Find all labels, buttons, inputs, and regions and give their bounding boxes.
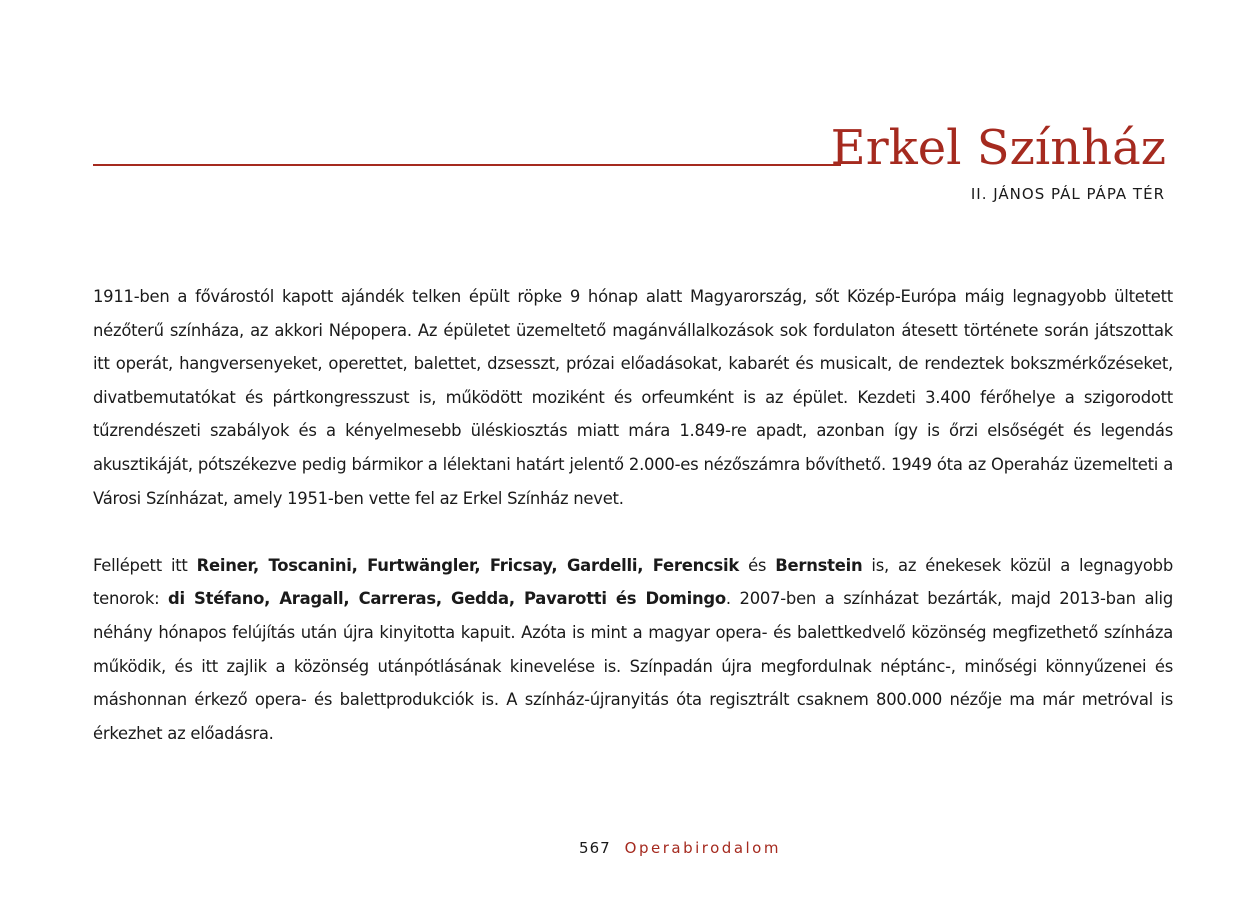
page-subtitle: II. JÁNOS PÁL PÁPA TÉR [970,185,1165,203]
body-text [93,280,1173,750]
book-title: Operabirodalom [624,839,781,857]
text-segment-bold: Reiner, Toscanini, Furtwängler, Fricsay, Gardelli, Ferencsik [196,555,740,575]
paragraph-2 [93,549,1173,751]
text-segment: is, az énekesek közül a legnagyobb tenorok: [93,555,1173,609]
text-segment: . 2007-ben a színházat bezárták, majd 2013-ban alig néhány hónapos felújítás után újra kinyitotta kapuit. Azóta is mint a magyar opera- és balettkedvelő közönség megfizethető színháza működik, és itt zajlik a közönség utánpótlásának kinevelése is. Színpadán újra megfordulnak néptánc-, minőségi könnyűzenei és máshonnan érkező opera- és balettprodukciók is. A színház-újranyitás óta regisztrált csaknem 800.000 nézője ma már metróval is érkezhet az előadásra. [93,589,1174,743]
text-segment-bold: di Stéfano, Aragall, Carreras, Gedda, Pavarotti és Domingo [168,589,726,609]
paragraph-1 [93,280,1173,515]
page-footer [0,838,1260,858]
text-segment: 1911-ben a fővárostól kapott ajándék telken épült röpke 9 hónap alatt Magyarország, sőt Közép-Európa máig legnagyobb ültetett nézőterű színháza, az akkori Népopera. Az épületet üzemeltető magánvállalkozások sok fordulaton átesett története során játszottak itt operát, hangversenyeket, operettet, balettet, dzsesszt, prózai előadásokat, kabarét és musicalt, de rendeztek bokszmérkőzéseket, divatbemutatókat és pártkongresszust is, működött moziként és orfeumként is az épület. Kezdeti 3.400 férőhelye a szigorodott tűzrendészeti szabályok és a kényelmesebb üléskiosztás miatt mára 1.849-re apadt, azonban így is őrzi elsőségét és legendás akusztikáját, pótszékezve pedig bármikor a lélektani határt jelentő 2.000-es nézőszámra bővíthető. 1949 óta az Operaház üzemelteti a Városi Színházat, amely 1951-ben vette fel az Erkel Színház nevet. [93,287,1173,508]
page-title: Erkel Színház [830,120,1166,176]
text-segment-bold: Bernstein [775,555,863,575]
text-segment: Fellépett itt [93,555,197,575]
page-number: 567 [579,839,611,857]
title-rule [93,164,841,166]
text-segment: és [739,555,776,575]
